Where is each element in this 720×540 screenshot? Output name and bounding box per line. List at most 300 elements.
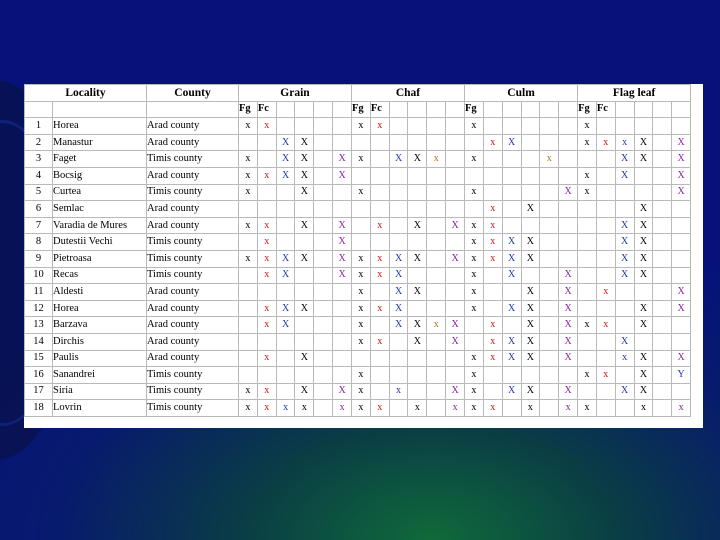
mark: x <box>490 335 496 347</box>
mark-cell <box>615 250 634 267</box>
mark-cell <box>615 383 634 400</box>
mark: x <box>471 252 477 264</box>
mark-cell <box>483 234 502 251</box>
locality-cell: Sanandrei <box>53 367 147 384</box>
subheader-blank <box>53 101 147 118</box>
mark-cell <box>257 118 276 135</box>
mark: x <box>264 385 270 397</box>
mark: X <box>677 136 685 148</box>
mark-cell <box>578 400 597 417</box>
mark-cell <box>351 250 370 267</box>
row-number: 1 <box>25 118 53 135</box>
mark: X <box>526 236 535 248</box>
mark-cell <box>351 317 370 334</box>
mark-cell <box>483 350 502 367</box>
mark-cell <box>370 118 389 135</box>
mark: X <box>639 236 648 248</box>
mark: X <box>300 186 309 198</box>
mark: x <box>527 402 533 414</box>
county-cell: Arad county <box>147 167 239 184</box>
mark-cell <box>389 134 408 151</box>
mark-cell <box>351 284 370 301</box>
row-number: 14 <box>25 333 53 350</box>
mark-cell <box>521 201 540 218</box>
mark: x <box>490 136 496 148</box>
mark: X <box>526 285 535 297</box>
mark-cell <box>446 284 465 301</box>
row-number: 8 <box>25 234 53 251</box>
mark-cell <box>446 317 465 334</box>
mark-cell <box>596 167 615 184</box>
mark-cell <box>333 317 352 334</box>
mark: X <box>300 219 309 231</box>
mark-cell <box>634 267 653 284</box>
mark-cell <box>446 300 465 317</box>
mark-cell <box>521 300 540 317</box>
mark-cell <box>257 383 276 400</box>
subheader-cell <box>333 101 352 118</box>
mark-cell <box>314 284 333 301</box>
mark: X <box>338 153 346 165</box>
mark: X <box>507 352 516 364</box>
locality-cell: Curtea <box>53 184 147 201</box>
locality-cell: Recas <box>53 267 147 284</box>
mark: X <box>338 385 346 397</box>
mark-cell <box>427 167 446 184</box>
mark-cell <box>559 184 578 201</box>
header-county: County <box>147 85 239 102</box>
mark-cell <box>427 400 446 417</box>
mark-cell <box>427 250 446 267</box>
mark: X <box>300 302 309 314</box>
mark-cell <box>446 350 465 367</box>
mark: X <box>281 153 290 165</box>
mark: X <box>300 169 309 181</box>
mark-cell <box>483 184 502 201</box>
mark-cell <box>559 333 578 350</box>
mark: x <box>245 385 251 397</box>
county-cell: Timis county <box>147 383 239 400</box>
mark-cell <box>465 250 484 267</box>
mark: x <box>264 352 270 364</box>
locality-cell: Faget <box>53 151 147 168</box>
mark-cell <box>351 184 370 201</box>
mark-cell <box>370 184 389 201</box>
mark: x <box>546 153 552 165</box>
mark-cell <box>540 134 559 151</box>
mark: X <box>281 252 290 264</box>
mark-cell <box>596 383 615 400</box>
mark-cell <box>521 134 540 151</box>
mark: X <box>677 302 685 314</box>
mark-cell <box>578 350 597 367</box>
mark-cell <box>634 151 653 168</box>
mark: X <box>507 252 516 264</box>
mark-cell <box>314 300 333 317</box>
mark-cell <box>540 250 559 267</box>
county-cell: Timis county <box>147 184 239 201</box>
mark: X <box>677 285 685 297</box>
mark-cell <box>559 317 578 334</box>
mark-cell <box>295 367 314 384</box>
mark-cell <box>559 300 578 317</box>
mark-cell <box>578 184 597 201</box>
mark: X <box>564 269 572 281</box>
mark: X <box>300 136 309 148</box>
mark-cell <box>314 350 333 367</box>
mark-cell <box>370 383 389 400</box>
mark-cell <box>446 333 465 350</box>
mark-cell <box>257 250 276 267</box>
mark-cell <box>540 284 559 301</box>
mark-cell <box>596 134 615 151</box>
mark-cell <box>408 300 427 317</box>
mark-cell <box>483 333 502 350</box>
mark-cell <box>465 234 484 251</box>
mark-cell <box>465 151 484 168</box>
mark-cell <box>502 333 521 350</box>
mark: x <box>471 186 477 198</box>
mark: x <box>603 319 609 331</box>
mark-cell <box>634 134 653 151</box>
mark-cell <box>408 184 427 201</box>
mark-cell <box>427 284 446 301</box>
mark-cell <box>408 383 427 400</box>
mark: X <box>621 385 629 397</box>
mark: X <box>621 252 629 264</box>
mark-cell <box>521 118 540 135</box>
mark-cell <box>634 118 653 135</box>
mark: x <box>264 402 270 414</box>
mark-cell <box>540 184 559 201</box>
mark-cell <box>257 184 276 201</box>
mark-cell <box>408 167 427 184</box>
mark-cell <box>578 267 597 284</box>
mark-cell <box>408 250 427 267</box>
subheader-cell <box>540 101 559 118</box>
mark-cell <box>389 250 408 267</box>
mark-cell <box>427 367 446 384</box>
mark-cell <box>672 134 691 151</box>
mark-cell <box>540 118 559 135</box>
mark: x <box>471 269 477 281</box>
mark-cell <box>672 317 691 334</box>
mark-cell <box>427 300 446 317</box>
mark-cell <box>427 350 446 367</box>
mark-cell <box>465 167 484 184</box>
mark-cell <box>351 151 370 168</box>
mark-cell <box>653 367 672 384</box>
mark-cell <box>540 383 559 400</box>
mark-cell <box>295 234 314 251</box>
mark-cell <box>276 367 295 384</box>
mark-cell <box>295 217 314 234</box>
mark-cell <box>257 201 276 218</box>
mark-cell <box>502 284 521 301</box>
mark-cell <box>257 217 276 234</box>
mark-cell <box>314 201 333 218</box>
mark-cell <box>465 333 484 350</box>
table-row <box>25 317 691 334</box>
mark-cell <box>295 167 314 184</box>
mark: x <box>358 385 364 397</box>
county-cell: Arad county <box>147 333 239 350</box>
subheader-cell <box>672 101 691 118</box>
table-row <box>25 118 691 135</box>
mark-cell <box>615 184 634 201</box>
subheader-blank <box>147 101 239 118</box>
mark-cell <box>408 333 427 350</box>
mark-cell <box>653 317 672 334</box>
mark-cell <box>295 184 314 201</box>
mark-cell <box>653 167 672 184</box>
mark: x <box>640 402 646 414</box>
mark-cell <box>276 350 295 367</box>
row-number: 13 <box>25 317 53 334</box>
locality-cell: Dutestii Vechi <box>53 234 147 251</box>
mark-cell <box>427 383 446 400</box>
mark: X <box>394 252 403 264</box>
mark: x <box>584 186 590 198</box>
mark-cell <box>596 118 615 135</box>
mark: x <box>264 219 270 231</box>
mark-cell <box>333 267 352 284</box>
subheader-cell <box>389 101 408 118</box>
mark: x <box>245 252 251 264</box>
mark-cell <box>521 400 540 417</box>
mark: X <box>621 269 629 281</box>
mark: X <box>621 153 629 165</box>
mark-cell <box>653 350 672 367</box>
mark-cell <box>521 267 540 284</box>
mark-cell <box>559 400 578 417</box>
mark-cell <box>653 250 672 267</box>
mark-cell <box>314 267 333 284</box>
mark: x <box>377 252 383 264</box>
mark-cell <box>257 284 276 301</box>
county-cell: Arad county <box>147 300 239 317</box>
mark: x <box>471 219 477 231</box>
subheader-cell <box>446 101 465 118</box>
mark-cell <box>540 367 559 384</box>
mark: X <box>394 285 403 297</box>
county-cell: Arad county <box>147 284 239 301</box>
mark: X <box>338 169 346 181</box>
row-number: 17 <box>25 383 53 400</box>
mark-cell <box>427 317 446 334</box>
subheader-blank <box>25 101 53 118</box>
mark-cell <box>596 367 615 384</box>
mark-cell <box>596 317 615 334</box>
mark-cell <box>276 151 295 168</box>
locality-cell: Lovrin <box>53 400 147 417</box>
county-cell: Timis county <box>147 234 239 251</box>
mark-cell <box>351 217 370 234</box>
mark-cell <box>672 201 691 218</box>
mark: x <box>565 402 571 414</box>
mark-cell <box>446 151 465 168</box>
mark-cell <box>615 284 634 301</box>
mark-cell <box>239 167 258 184</box>
mark: x <box>377 302 383 314</box>
mark: x <box>490 202 496 214</box>
mark-cell <box>239 118 258 135</box>
mark-cell <box>295 333 314 350</box>
mark-cell <box>578 217 597 234</box>
mark: X <box>639 136 648 148</box>
mark-cell <box>351 167 370 184</box>
mark: X <box>413 319 421 331</box>
mark: X <box>639 319 648 331</box>
mark-cell <box>389 367 408 384</box>
mark-cell <box>427 267 446 284</box>
mark-cell <box>333 167 352 184</box>
mark-cell <box>446 118 465 135</box>
mark-cell <box>596 333 615 350</box>
mark-cell <box>634 367 653 384</box>
mark-cell <box>314 333 333 350</box>
mark: X <box>281 269 290 281</box>
mark: X <box>451 219 459 231</box>
mark: X <box>639 385 648 397</box>
mark-cell <box>351 134 370 151</box>
data-table <box>24 84 691 417</box>
mark-cell <box>615 134 634 151</box>
mark-cell <box>672 267 691 284</box>
mark-cell <box>465 400 484 417</box>
mark-cell <box>333 184 352 201</box>
mark-cell <box>596 400 615 417</box>
mark-cell <box>333 250 352 267</box>
mark-cell <box>333 217 352 234</box>
mark: x <box>471 302 477 314</box>
mark: x <box>584 402 590 414</box>
mark-cell <box>257 400 276 417</box>
mark-cell <box>559 284 578 301</box>
mark: x <box>471 402 477 414</box>
mark-cell <box>615 151 634 168</box>
mark-cell <box>239 217 258 234</box>
mark-cell <box>314 367 333 384</box>
mark: X <box>413 285 421 297</box>
mark-cell <box>578 134 597 151</box>
mark-cell <box>257 267 276 284</box>
mark-cell <box>239 333 258 350</box>
mark-cell <box>351 350 370 367</box>
mark-cell <box>389 234 408 251</box>
mark-cell <box>502 367 521 384</box>
mark-cell <box>295 317 314 334</box>
mark-cell <box>672 300 691 317</box>
table-row <box>25 217 691 234</box>
mark-cell <box>483 217 502 234</box>
mark: X <box>526 352 535 364</box>
mark: X <box>564 352 572 364</box>
mark-cell <box>578 284 597 301</box>
table-row <box>25 333 691 350</box>
mark-cell <box>276 118 295 135</box>
mark-cell <box>559 367 578 384</box>
mark: X <box>300 153 309 165</box>
mark-cell <box>465 317 484 334</box>
mark: X <box>281 319 290 331</box>
mark-cell <box>276 250 295 267</box>
mark-cell <box>427 234 446 251</box>
mark-cell <box>502 350 521 367</box>
mark-cell <box>672 333 691 350</box>
mark: X <box>526 319 535 331</box>
mark-cell <box>333 383 352 400</box>
mark-cell <box>672 284 691 301</box>
mark-cell <box>276 167 295 184</box>
mark: X <box>639 153 648 165</box>
mark-cell <box>672 118 691 135</box>
mark-cell <box>653 284 672 301</box>
mark-cell <box>408 234 427 251</box>
mark-cell <box>408 118 427 135</box>
mark: X <box>639 219 648 231</box>
mark: x <box>490 236 496 248</box>
mark-cell <box>333 201 352 218</box>
county-cell: Arad county <box>147 217 239 234</box>
mark: x <box>245 402 251 414</box>
mark-cell <box>295 201 314 218</box>
mark-cell <box>502 267 521 284</box>
mark-cell <box>672 151 691 168</box>
mark-cell <box>483 300 502 317</box>
mark: x <box>245 119 251 131</box>
mark-cell <box>427 118 446 135</box>
mark-cell <box>634 400 653 417</box>
mark-cell <box>559 118 578 135</box>
mark-cell <box>672 217 691 234</box>
mark-cell <box>389 217 408 234</box>
table-body <box>25 118 691 417</box>
mark: x <box>358 335 364 347</box>
mark-cell <box>672 350 691 367</box>
header-chaf: Chaf <box>351 85 464 102</box>
mark-cell <box>578 151 597 168</box>
mark-cell <box>540 267 559 284</box>
mark-cell <box>408 217 427 234</box>
mark-cell <box>502 184 521 201</box>
mark-cell <box>540 317 559 334</box>
mark-cell <box>465 134 484 151</box>
mark-cell <box>634 234 653 251</box>
mark: x <box>245 219 251 231</box>
mark-cell <box>239 250 258 267</box>
subheader-cell <box>615 101 634 118</box>
mark: x <box>452 402 458 414</box>
mark: x <box>622 352 628 364</box>
mark-cell <box>634 250 653 267</box>
mark: X <box>281 302 290 314</box>
mark-cell <box>653 333 672 350</box>
mark-cell <box>314 250 333 267</box>
mark-cell <box>483 201 502 218</box>
mark-cell <box>446 201 465 218</box>
mark: X <box>564 285 572 297</box>
mark: x <box>358 368 364 380</box>
mark: X <box>639 269 648 281</box>
mark-cell <box>672 383 691 400</box>
mark-cell <box>521 284 540 301</box>
county-cell: Timis county <box>147 367 239 384</box>
row-number: 3 <box>25 151 53 168</box>
mark-cell <box>465 184 484 201</box>
mark-cell <box>615 167 634 184</box>
mark-cell <box>446 167 465 184</box>
